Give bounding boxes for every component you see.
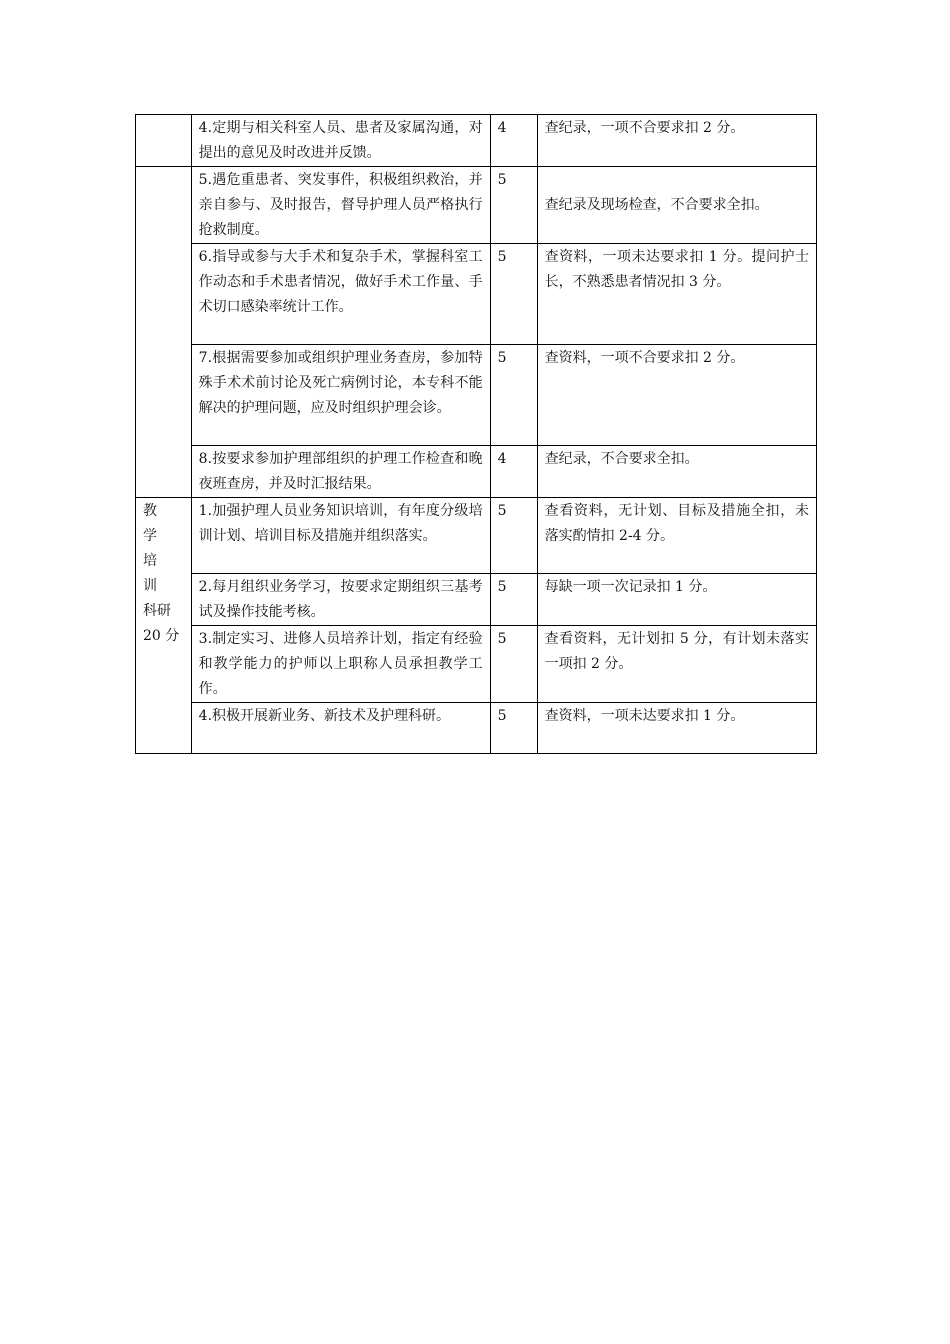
score-value: 5 [490,244,537,345]
method-text: 查纪录，一项不合要求扣 2 分。 [537,115,816,167]
method-text: 查看资料，无计划、目标及措施全扣，未落实酌情扣 2-4 分。 [537,498,816,574]
score-value: 5 [490,498,537,574]
item-text: 5.遇危重患者、突发事件，积极组织救治，并亲自参与、及时报告，督导护理人员严格执行抢救制度。 [191,167,490,244]
method-text: 查资料，一项未达要求扣 1 分。提问护士长，不熟悉患者情况扣 3 分。 [537,244,816,345]
score-value: 5 [490,345,537,446]
score-value: 5 [490,703,537,754]
method-text: 每缺一项一次记录扣 1 分。 [537,574,816,626]
category-cell-teaching [136,498,192,754]
score-value: 5 [490,626,537,703]
method-text: 查资料，一项不合要求扣 2 分。 [537,345,816,446]
item-text: 8.按要求参加护理部组织的护理工作检查和晚夜班查房，并及时汇报结果。 [191,446,490,498]
method-text: 查纪录及现场检查，不合要求全扣。 [537,167,816,244]
item-text: 4.积极开展新业务、新技术及护理科研。 [191,703,490,754]
table-row [136,167,817,244]
method-text: 查资料，一项未达要求扣 1 分。 [537,703,816,754]
table-row [136,703,817,754]
item-text: 7.根据需要参加或组织护理业务查房，参加特殊手术术前讨论及死亡病例讨论，本专科不能解决的护理问题，应及时组织护理会诊。 [191,345,490,446]
table-row [136,626,817,703]
category-label-line: 教 学 [143,503,171,544]
table-row [136,574,817,626]
item-text: 4.定期与相关科室人员、患者及家属沟通，对提出的意见及时改进并反馈。 [191,115,490,167]
score-value: 5 [490,167,537,244]
item-text: 2.每月组织业务学习，按要求定期组织三基考试及操作技能考核。 [191,574,490,626]
method-text: 查纪录，不合要求全扣。 [537,446,816,498]
category-cell-empty [136,115,192,167]
scoring-table [135,114,817,754]
table-row [136,244,817,345]
score-value: 5 [490,574,537,626]
category-cell-blank [136,167,192,498]
table-row [136,345,817,446]
category-label-line: 科研 [143,603,171,619]
category-score: 20 分 [143,628,180,644]
score-value: 4 [490,115,537,167]
score-value: 4 [490,446,537,498]
category-label-line: 培 训 [143,553,171,594]
table-row [136,446,817,498]
item-text: 6.指导或参与大手术和复杂手术，掌握科室工作动态和手术患者情况，做好手术工作量、手术切口感染率统计工作。 [191,244,490,345]
table-row [136,498,817,574]
table-row [136,115,817,167]
item-text: 3.制定实习、进修人员培养计划，指定有经验和教学能力的护师以上职称人员承担教学工作。 [191,626,490,703]
method-text: 查看资料，无计划扣 5 分，有计划未落实一项扣 2 分。 [537,626,816,703]
item-text: 1.加强护理人员业务知识培训，有年度分级培训计划、培训目标及措施并组织落实。 [191,498,490,574]
